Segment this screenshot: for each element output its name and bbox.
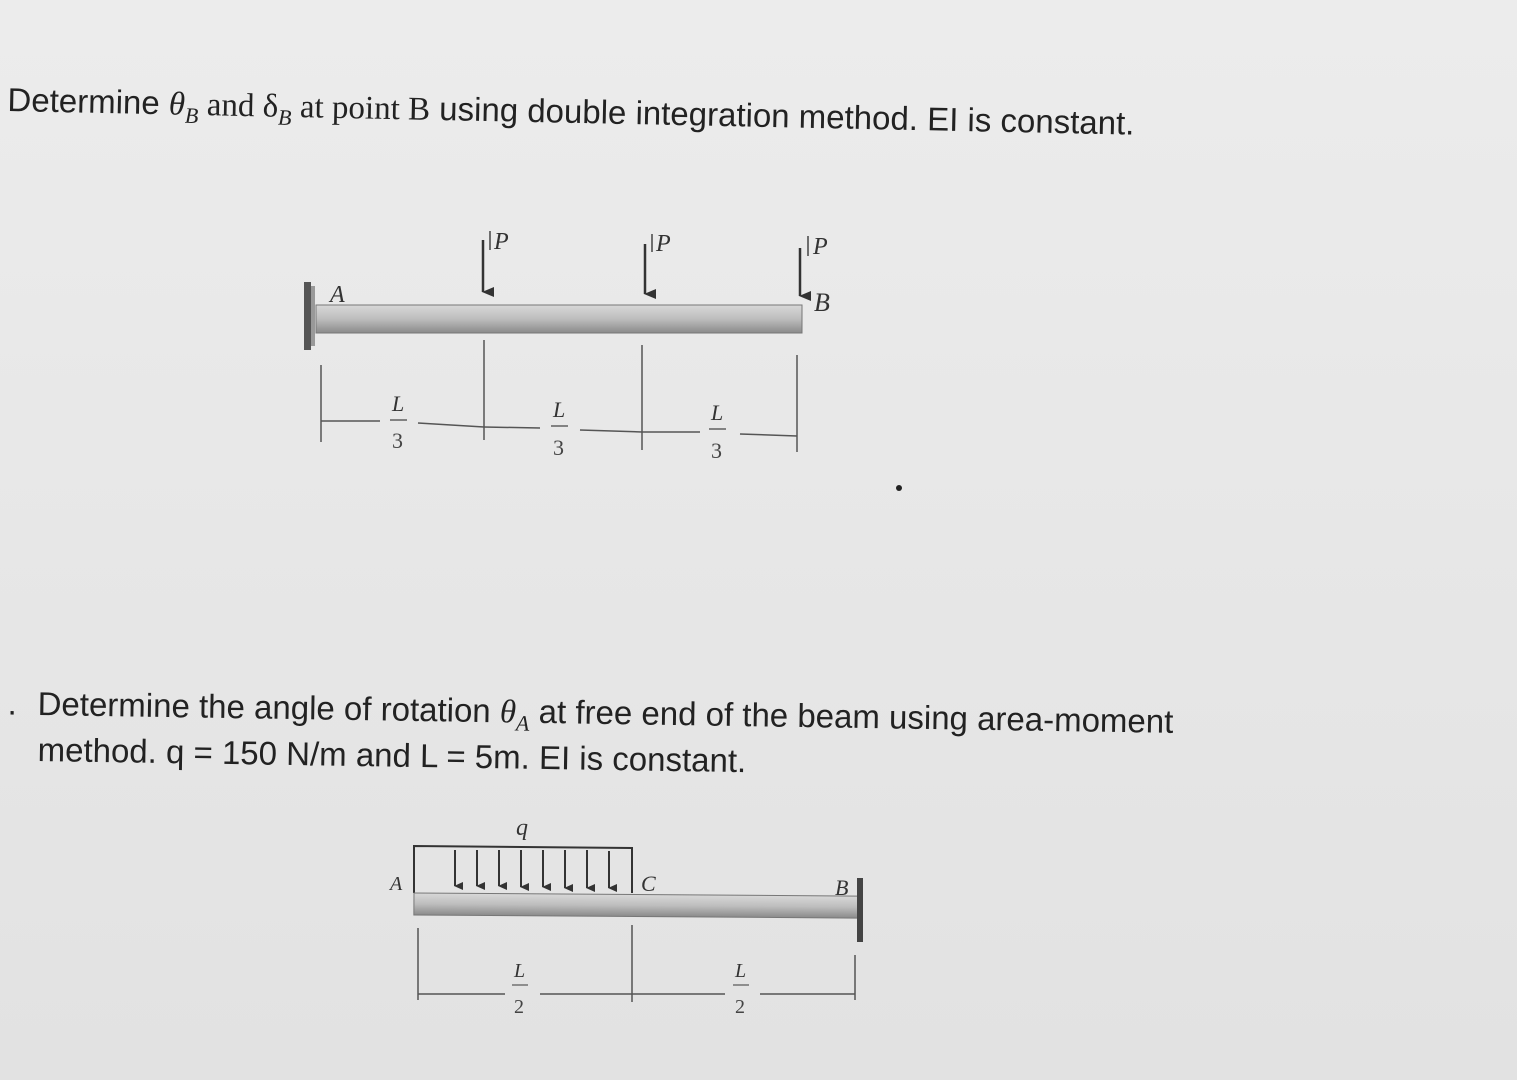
end-label-b: B — [814, 288, 830, 317]
theta-a-subscript: A — [515, 710, 530, 736]
dimension-label-3 — [709, 400, 726, 463]
svg-text:3: 3 — [711, 438, 722, 463]
problem2-line2: method. q = 150 N/m and L = 5m. EI is constant. — [37, 730, 747, 780]
svg-text:L: L — [553, 397, 566, 422]
load-label-p3: P — [813, 234, 828, 260]
dimension-label-1 — [390, 391, 407, 453]
fixed-support-a — [304, 282, 315, 350]
svg-text:2: 2 — [514, 996, 524, 1018]
load-label-p1: P — [494, 229, 509, 255]
svg-text:L: L — [514, 960, 526, 982]
support-label-a: A — [330, 282, 345, 308]
problem2-line1-prefix: Determine the angle of rotation — [37, 684, 501, 730]
svg-text:L: L — [735, 960, 747, 982]
svg-text:3: 3 — [553, 435, 564, 460]
beam-2 — [414, 893, 858, 918]
svg-text:L: L — [392, 391, 405, 416]
svg-text:3: 3 — [392, 428, 403, 453]
point-load-3 — [800, 234, 828, 296]
distributed-load-q — [414, 815, 632, 893]
theta-symbol: θ — [168, 86, 186, 123]
svg-text:L: L — [711, 400, 724, 425]
problem1-suffix: using double integration method. EI is constant. — [429, 89, 1135, 142]
point-load-1 — [483, 229, 509, 292]
and-word: and — [198, 87, 264, 125]
problem1-prefix: Determine — [7, 80, 170, 122]
theta-a-symbol: θ — [499, 694, 517, 731]
beam-1 — [316, 305, 802, 333]
problem2-bullet: . — [7, 684, 18, 722]
svg-text:2: 2 — [735, 996, 745, 1018]
mid-label-c: C — [641, 871, 656, 896]
theta-subscript: B — [184, 102, 199, 128]
figure2-diagram — [388, 815, 863, 1018]
free-end-label-a: A — [390, 873, 403, 895]
delta-symbol: δ — [262, 88, 279, 125]
at-point-text: at point B — [291, 88, 431, 128]
stray-dot — [896, 485, 902, 491]
fixed-support-b — [857, 878, 863, 942]
dimension-lines-2 — [418, 925, 855, 1002]
dimension-label-5 — [733, 960, 749, 1018]
load-label-p2: P — [656, 231, 671, 257]
point-load-2 — [645, 231, 671, 294]
support-label-b: B — [835, 875, 849, 900]
delta-subscript: B — [277, 104, 292, 130]
load-label-q: q — [516, 815, 528, 841]
dimension-label-2 — [551, 397, 568, 460]
problem2-line1-suffix: at free end of the beam using area-moment — [529, 692, 1174, 740]
dimension-label-4 — [512, 960, 528, 1018]
